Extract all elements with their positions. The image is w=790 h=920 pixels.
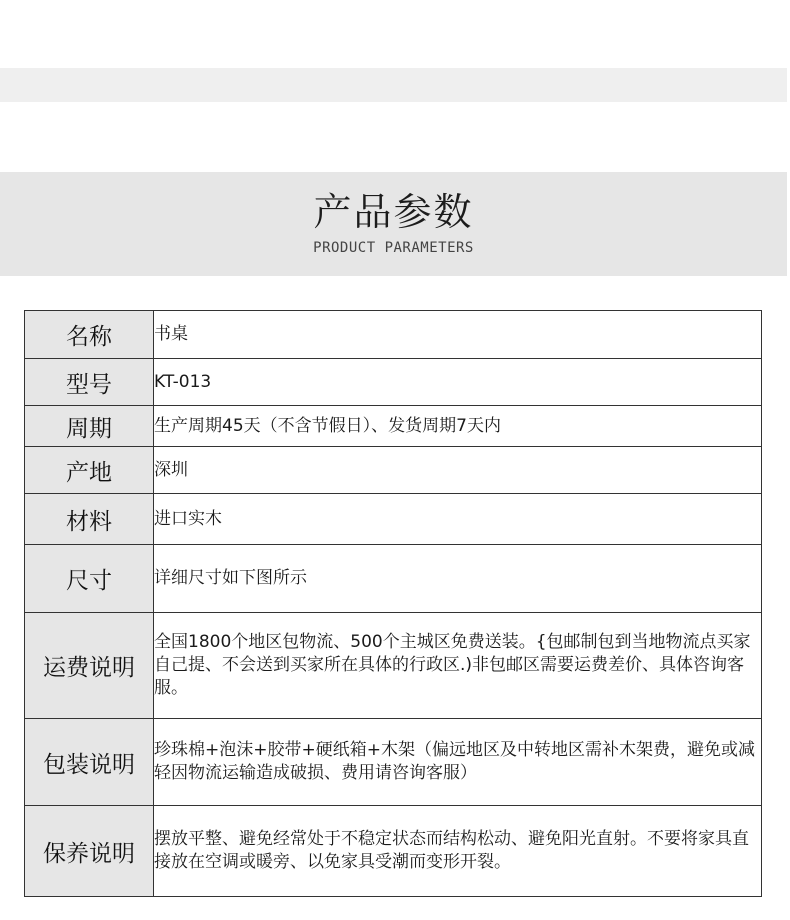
table-row xyxy=(25,806,762,897)
param-value-size: 详细尺寸如下图所示 xyxy=(154,545,762,613)
table-row xyxy=(25,719,762,806)
param-label-model: 型号 xyxy=(25,359,154,406)
param-label-name: 名称 xyxy=(25,311,154,359)
table-row xyxy=(25,311,762,359)
param-value-origin: 深圳 xyxy=(154,447,762,494)
param-value-maintenance: 摆放平整、避免经常处于不稳定状态而结构松动、避免阳光直射。不要将家具直接放在空调或暖旁、以免家具受潮而变形开裂。 xyxy=(154,806,762,897)
top-divider-strip xyxy=(0,68,787,102)
table-row xyxy=(25,613,762,719)
table-row xyxy=(25,494,762,545)
param-label-maintenance: 保养说明 xyxy=(25,806,154,897)
section-header-banner xyxy=(0,172,787,276)
param-value-model: KT-013 xyxy=(154,359,762,406)
param-value-shipping: 全国1800个地区包物流、500个主城区免费送装。{包邮制包到当地物流点买家自己提、不会送到买家所在具体的行政区.)非包邮区需要运费差价、具体咨询客服。 xyxy=(154,613,762,719)
param-label-cycle: 周期 xyxy=(25,406,154,447)
param-value-cycle: 生产周期45天（不含节假日）、发货周期7天内 xyxy=(154,406,762,447)
table-row xyxy=(25,359,762,406)
param-label-shipping: 运费说明 xyxy=(25,613,154,719)
section-title: 产品参数 xyxy=(313,190,474,234)
param-label-packaging: 包装说明 xyxy=(25,719,154,806)
param-label-material: 材料 xyxy=(25,494,154,545)
param-value-name: 书桌 xyxy=(154,311,762,359)
section-subtitle: PRODUCT PARAMETERS xyxy=(313,240,474,256)
table-row xyxy=(25,447,762,494)
param-value-packaging: 珍珠棉+泡沫+胶带+硬纸箱+木架（偏远地区及中转地区需补木架费，避免或减轻因物流运输造成破损、费用请咨询客服） xyxy=(154,719,762,806)
table-row xyxy=(25,545,762,613)
param-value-material: 进口实木 xyxy=(154,494,762,545)
param-label-size: 尺寸 xyxy=(25,545,154,613)
table-row xyxy=(25,406,762,447)
parameters-table xyxy=(24,310,762,897)
param-label-origin: 产地 xyxy=(25,447,154,494)
